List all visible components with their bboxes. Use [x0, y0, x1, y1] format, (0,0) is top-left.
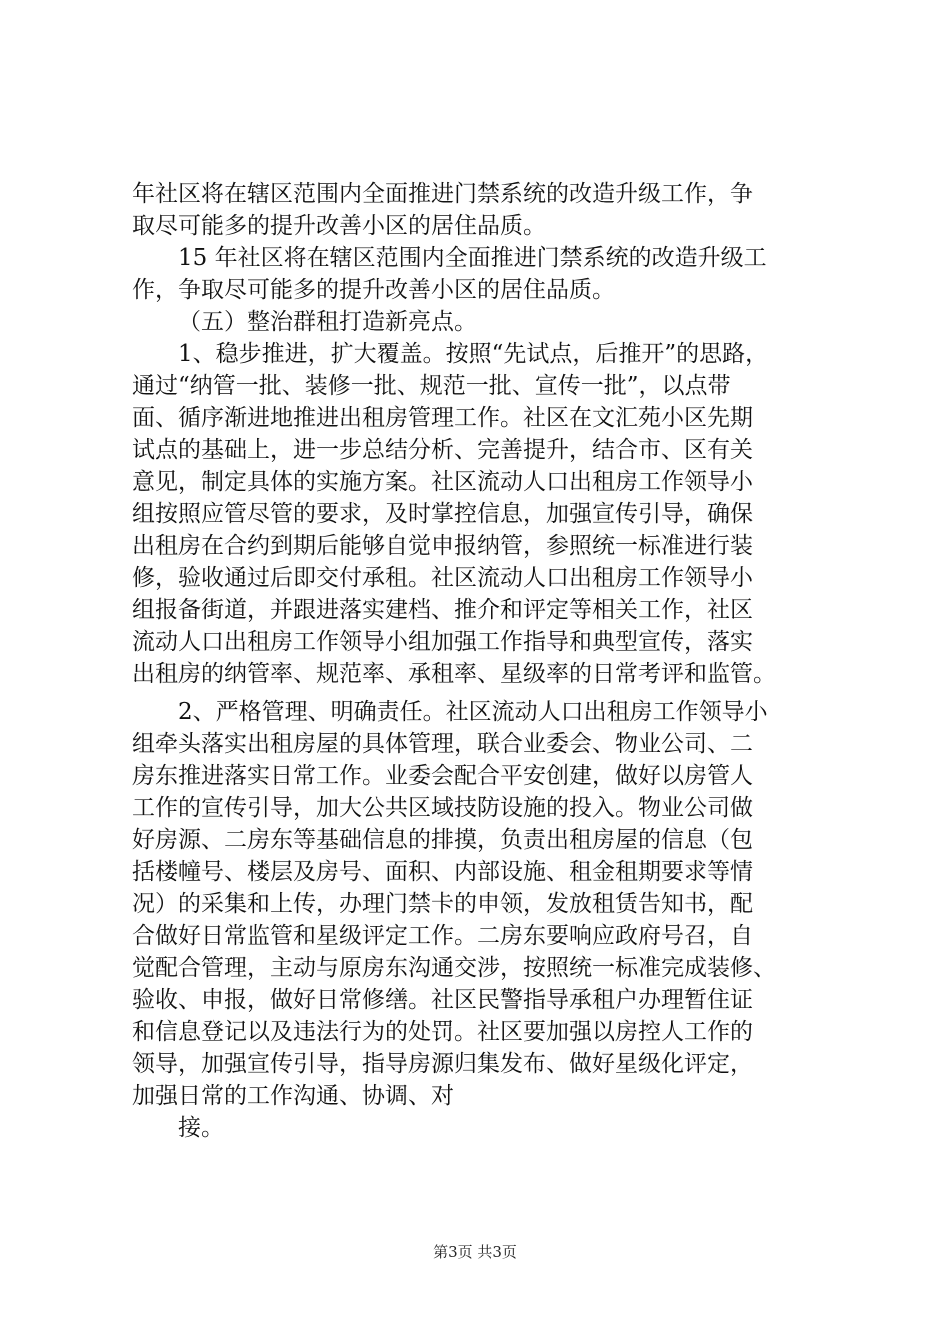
text-line: 2、严格管理、明确责任。社区流动人口出租房工作领导小 [178, 699, 768, 725]
text-line: 领导，加强宣传引导，指导房源归集发布、做好星级化评定， [132, 1051, 753, 1077]
text-line: 1、稳步推进，扩大覆盖。按照“先试点，后推开”的思路， [178, 341, 769, 367]
text-line: 修，验收通过后即交付承租。社区流动人口出租房工作领导小 [132, 565, 753, 591]
text-line: 通过“纳管一批、装修一批、规范一批、宣传一批”，以点带 [132, 373, 731, 399]
text-line: 出租房的纳管率、规范率、承租率、星级率的日常考评和监管。 [132, 661, 776, 687]
text-line: 加强日常的工作沟通、协调、对 [132, 1083, 454, 1109]
text-line: 好房源、二房东等基础信息的排摸，负责出租房屋的信息（包 [132, 827, 753, 853]
page-number: 第3页 共3页 [433, 1243, 517, 1261]
text-line: 接。 [178, 1115, 224, 1141]
text-line: 工作的宣传引导，加大公共区域技防设施的投入。物业公司做 [132, 795, 753, 821]
text-line: 取尽可能多的提升改善小区的居住品质。 [132, 213, 546, 239]
text-line: 合做好日常监管和星级评定工作。二房东要响应政府号召，自 [132, 923, 753, 949]
text-line: 房东推进落实日常工作。业委会配合平安创建，做好以房管人 [132, 763, 753, 789]
text-line: 验收、申报，做好日常修缮。社区民警指导承租户办理暂住证 [132, 987, 753, 1013]
text-line: 15 年社区将在辖区范围内全面推进门禁系统的改造升级工 [178, 245, 767, 271]
section-heading: （五）整治群租打造新亮点。 [178, 309, 477, 335]
text-line: 组报备街道，并跟进落实建档、推介和评定等相关工作，社区 [132, 597, 753, 623]
text-line: 觉配合管理，主动与原房东沟通交涉，按照统一标准完成装修、 [132, 955, 776, 981]
text-line: 组按照应管尽管的要求，及时掌控信息，加强宣传引导，确保 [132, 501, 753, 527]
text-line: 作，争取尽可能多的提升改善小区的居住品质。 [132, 277, 615, 303]
text-line: 试点的基础上，进一步总结分析、完善提升，结合市、区有关 [132, 437, 753, 463]
text-line: 面、循序渐进地推进出租房管理工作。社区在文汇苑小区先期 [132, 405, 753, 431]
text-line: 意见，制定具体的实施方案。社区流动人口出租房工作领导小 [132, 469, 753, 495]
text-line: 年社区将在辖区范围内全面推进门禁系统的改造升级工作，争 [132, 181, 753, 207]
text-line: 况）的采集和上传，办理门禁卡的申领，发放租赁告知书，配 [132, 891, 753, 917]
text-line: 出租房在合约到期后能够自觉申报纳管，参照统一标准进行装 [132, 533, 753, 559]
text-line: 和信息登记以及违法行为的处罚。社区要加强以房控人工作的 [132, 1019, 753, 1045]
text-line: 流动人口出租房工作领导小组加强工作指导和典型宣传，落实 [132, 629, 753, 655]
text-line: 组牵头落实出租房屋的具体管理，联合业委会、物业公司、二 [132, 731, 753, 757]
text-line: 括楼幢号、楼层及房号、面积、内部设施、租金租期要求等情 [132, 859, 753, 885]
